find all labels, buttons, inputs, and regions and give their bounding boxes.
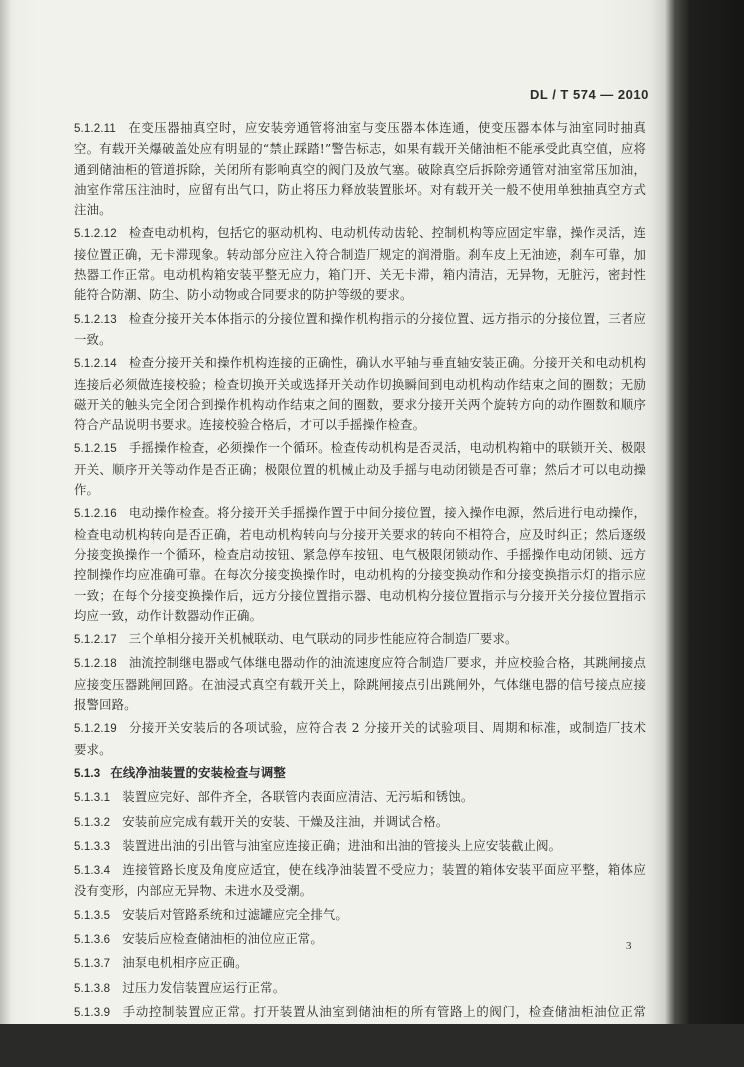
clause-number: 5.1.3.3 <box>74 840 111 853</box>
clause-text: 过压力发信装置应运行正常。 <box>122 979 286 995</box>
clause-text: 手摇操作检查，必须操作一个循环。检查传动机构是否灵活，电动机构箱中的联锁开关、极限开关、顺序开关等动作是否正确；极限位置的机械止动及手摇与电动闭锁是否可靠；然后才可以电动操作。 <box>74 440 646 498</box>
clause-5-1-2-11 <box>74 118 646 220</box>
clause-text: 装置进出油的引出管与油室应连接正确；进油和出油的管接头上应安装截止阀。 <box>122 837 562 853</box>
clause-number: 5.1.2.17 <box>74 634 117 647</box>
clause-text: 安装后对管路系统和过滤罐应完全排气。 <box>122 906 348 922</box>
page-body <box>74 118 646 1067</box>
page-number: 3 <box>626 940 632 952</box>
page-binding-edge <box>0 0 10 1024</box>
clause-text: 油流控制继电器或气体继电器动作的油流速度应符合制造厂要求，并应校验合格，其跳闸接点应接变压器跳闸回路。在油浸式真空有载开关上，除跳闸接点引出跳闸外，气体继电器的信号接点应接报警回路。 <box>74 655 646 713</box>
section-heading-5-1-3 <box>74 763 646 784</box>
clause-text: 检查分接开关和操作机构连接的正确性，确认水平轴与垂直轴安装正确。分接开关和电动机构连接后必须做连接校验；检查切换开关或选择开关动作切换瞬间到电动机构动作结束之间的圈数；无励磁开关的触头完全闭合到操作机构动作结束之间的圈数，要求分接开关两个旋转方向的动作圈数和顺序符合产品说明书要求。连接校验合格后，才可以手摇操作检查。 <box>74 355 646 433</box>
clause-number: 5.1.3.1 <box>74 792 111 805</box>
section-title: 在线净油装置的安装检查与调整 <box>110 764 286 780</box>
clause-text: 在变压器抽真空时，应安装旁通管将油室与变压器本体连通，使变压器本体与油室同时抽真空。有载开关爆破盖处应有明显的“禁止踩踏!”警告标志，如果有载开关储油柜不能承受此真空值，应将通到储油柜的管道拆除，关闭所有影响真空的阀门及放气塞。破除真空后拆除旁通管对油室常压加油，油室作常压注油时，应留有出气口，防止将压力释放装置胀坏。对有载开关一般不使用单独抽真空方式注油。 <box>74 120 646 218</box>
clause-5-1-2-13 <box>74 309 646 351</box>
clause-number: 5.1.2.14 <box>74 358 117 371</box>
clause-text: 电动操作检查。将分接开关手摇操作置于中间分接位置，接入操作电源，然后进行电动操作，检查电动机构转向是否正确，若电动机构转向与分接开关要求的转向不相符合，应及时纠正；然后逐级分接变换操作一个循环，检查启动按钮、紧急停车按钮、电气极限闭锁动作、手摇操作电动闭锁、远方控制操作均应准确可靠。在每次分接变换操作时，电动机构的分接变换动作和分接变换指示灯的指示应一致；在每个分接变换操作后，远方分接位置指示器、电动机构分接位置指示与分接开关分接位置指示均应一致，动作计数器动作正确。 <box>74 505 646 623</box>
clause-5-1-3-6 <box>74 929 646 950</box>
clause-5-1-2-18 <box>74 653 646 715</box>
clause-text: 连接管路长度及角度应适宜，使在线净油装置不受应力；装置的箱体安装平面应平整，箱体应没有变形，内部应无异物、未进水及受潮。 <box>74 862 646 899</box>
clause-text: 油泵电机相序应正确。 <box>122 955 248 971</box>
section-number: 5.1.3 <box>74 767 101 780</box>
clause-number: 5.1.3.4 <box>74 865 111 878</box>
clause-text: 安装后应检查储油柜的油位应正常。 <box>122 930 323 946</box>
clause-5-1-3-1 <box>74 787 646 808</box>
clause-text: 三个单相分接开关机械联动、电气联动的同步性能应符合制造厂要求。 <box>128 631 518 647</box>
clause-number: 5.1.3.9 <box>74 1006 111 1019</box>
clause-5-1-3-5 <box>74 905 646 926</box>
clause-text: 检查分接开关本体指示的分接位置和操作机构指示的分接位置、远方指示的分接位置，三者应一致。 <box>74 310 646 347</box>
clause-number: 5.1.2.12 <box>74 228 117 241</box>
clause-number: 5.1.2.19 <box>74 723 117 736</box>
document-code-header: DL / T 574 — 2010 <box>530 87 649 102</box>
clause-5-1-3-9 <box>74 1002 646 1064</box>
clause-5-1-3-8 <box>74 978 646 999</box>
clause-5-1-2-19 <box>74 718 646 760</box>
clause-5-1-2-14 <box>74 353 646 435</box>
clause-5-1-2-12 <box>74 223 646 305</box>
clause-5-1-2-15 <box>74 438 646 500</box>
clause-text: 手动控制装置应正常。打开装置从油室到储油柜的所有管路上的阀门，检查储油柜油位正常后，按制造厂的说明接入电源，用手动启动的方式，试运行 1h 后，检查管路及箱内各部位应无渗漏油的现象。 <box>74 1003 646 1061</box>
clause-number: 5.1.3.5 <box>74 909 111 922</box>
clause-number: 5.1.2.15 <box>74 443 117 456</box>
clause-5-1-2-17 <box>74 629 646 650</box>
clause-number: 5.1.2.18 <box>74 658 117 671</box>
clause-text: 安装前应完成有载开关的安装、干燥及注油，并调试合格。 <box>122 813 449 829</box>
clause-text: 装置应完好、部件齐全，各联管内表面应清洁、无污垢和锈蚀。 <box>122 789 474 805</box>
clause-number: 5.1.2.11 <box>74 123 116 135</box>
clause-5-1-3-2 <box>74 812 646 833</box>
clause-text: 分接开关安装后的各项试验，应符合表 2 分接开关的试验项目、周期和标准，或制造厂技术要求。 <box>74 720 646 757</box>
clause-5-1-2-16 <box>74 503 646 626</box>
clause-text: 检查电动机构，包括它的驱动机构、电动机传动齿轮、控制机构等应固定牢靠，操作灵活，连接位置正确，无卡滞现象。转动部分应注入符合制造厂规定的润滑脂。刹车皮上无油迹，刹车可靠，加热器工作正常。电动机构箱安装平整无应力，箱门开、关无卡滞，箱内清洁，无异物，无脏污，密封性能符合防潮、防尘、防小动物或合同要求的防护等级的要求。 <box>74 225 646 303</box>
clause-number: 5.1.3.2 <box>74 816 111 829</box>
clause-number: 5.1.3.8 <box>74 982 111 995</box>
clause-5-1-3-4 <box>74 860 646 902</box>
clause-5-1-3-7 <box>74 953 646 974</box>
clause-5-1-3-3 <box>74 836 646 857</box>
clause-number: 5.1.3.7 <box>74 958 111 971</box>
clause-number: 5.1.2.16 <box>74 508 117 521</box>
clause-number: 5.1.3.6 <box>74 933 111 946</box>
clause-number: 5.1.2.13 <box>74 313 117 326</box>
